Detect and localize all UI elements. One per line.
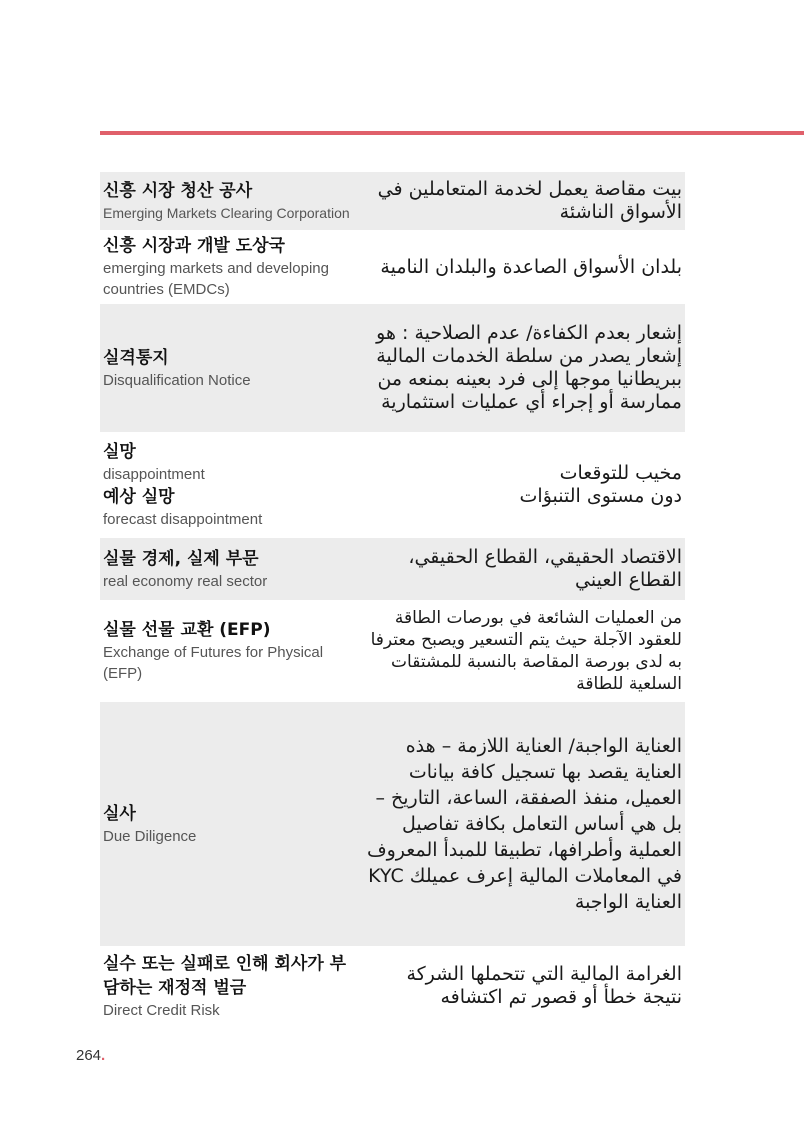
glossary-row: [100, 946, 685, 1026]
term-cell: [100, 230, 355, 304]
arabic-definition: الاقتصاد الحقيقي، القطاع الحقيقي، القطاع العيني: [408, 546, 682, 591]
glossary-row: [100, 172, 685, 230]
glossary-table: [100, 172, 685, 1026]
glossary-row: [100, 702, 685, 946]
glossary-row: [100, 432, 685, 538]
glossary-row: [100, 304, 685, 432]
english-term: Due Diligence: [103, 827, 197, 845]
page-number-dot: .: [101, 1047, 106, 1064]
arabic-definition: بيت مقاصة يعمل لخدمة المتعاملين في الأسواق الناشئة: [377, 178, 682, 223]
english-term: real economy real sector: [103, 572, 268, 590]
korean-term: 실물 선물 교환 (EFP): [103, 620, 271, 640]
korean-term: 실물 경제, 실제 부문: [103, 548, 259, 569]
glossary-row: [100, 538, 685, 600]
term-cell: [100, 948, 355, 1025]
glossary-row: [100, 230, 685, 304]
header-rule: [100, 131, 804, 135]
arabic-definition-line: مخيب للتوقعات: [559, 462, 682, 484]
arabic-definition: العناية الواجبة/ العناية اللازمة – هذه العناية يقصد بها تسجيل كافة بيانات العميل، منفذ الصفقة، الساعة، التاريخ – بل هي أساس التعامل بكافة تفاصيل العملية وأطرافها، تطبيقا للمبدأ المعروف في المعاملات المالية إعرف عميلك KYC العناية الواجبة: [366, 735, 682, 913]
korean-term: 실수 또는 실패로 인해 회사가 부담하는 재정적 벌금: [103, 953, 347, 998]
term-cell: [100, 436, 355, 534]
english-term: emerging markets and developing countries (EMDCs): [103, 260, 329, 298]
glossary-row: [100, 600, 685, 702]
term-cell: [100, 798, 355, 851]
arabic-definition: بلدان الأسواق الصاعدة والبلدان النامية: [380, 255, 682, 278]
term-cell: [100, 543, 355, 596]
korean-term: 신흥 시장과 개발 도상국: [103, 236, 285, 256]
english-term: Direct Credit Risk: [103, 1001, 220, 1019]
arabic-definition: إشعار بعدم الكفاءة/ عدم الصلاحية : هو إشعار يصدر من سلطة الخدمات المالية ببريطانيا موجها إلى فرد بعينه بمنعه من ممارسة أو إجراء أي عمليات استثمارية: [376, 322, 682, 413]
english-term: Exchange of Futures for Physical (EFP): [103, 644, 324, 682]
english-term: Emerging Markets Clearing Corporation: [103, 204, 350, 221]
term-cell: [100, 175, 355, 228]
arabic-definition: [355, 459, 685, 511]
arabic-definition: الغرامة المالية التي تتحملها الشركة نتيجة خطأ أو قصور تم اكتشافه: [406, 963, 682, 1008]
english-term: Disqualification Notice: [103, 371, 251, 389]
korean-term: 실망: [103, 442, 136, 462]
arabic-definition-line-secondary: دون مستوى التنبؤات: [519, 485, 682, 507]
korean-term: 신흥 시장 청산 공사: [103, 180, 253, 201]
korean-term-secondary: 예상 실망: [103, 487, 175, 507]
arabic-definition: من العمليات الشائعة في بورصات الطاقة للعقود الآجلة حيث يتم التسعير ويصبح معترفا به لدى بورصة المقاصة بالنسبة للمشتقات السلعية للطاقة: [370, 608, 682, 694]
page-number: [76, 1047, 105, 1064]
english-term: disappointment: [103, 466, 205, 483]
page-number-value: 264: [76, 1047, 102, 1064]
english-term-secondary: forecast disappointment: [103, 511, 263, 528]
term-cell: [100, 614, 355, 688]
korean-term: 실사: [103, 803, 136, 824]
korean-term: 실격통지: [103, 347, 169, 368]
term-cell: [100, 342, 355, 395]
